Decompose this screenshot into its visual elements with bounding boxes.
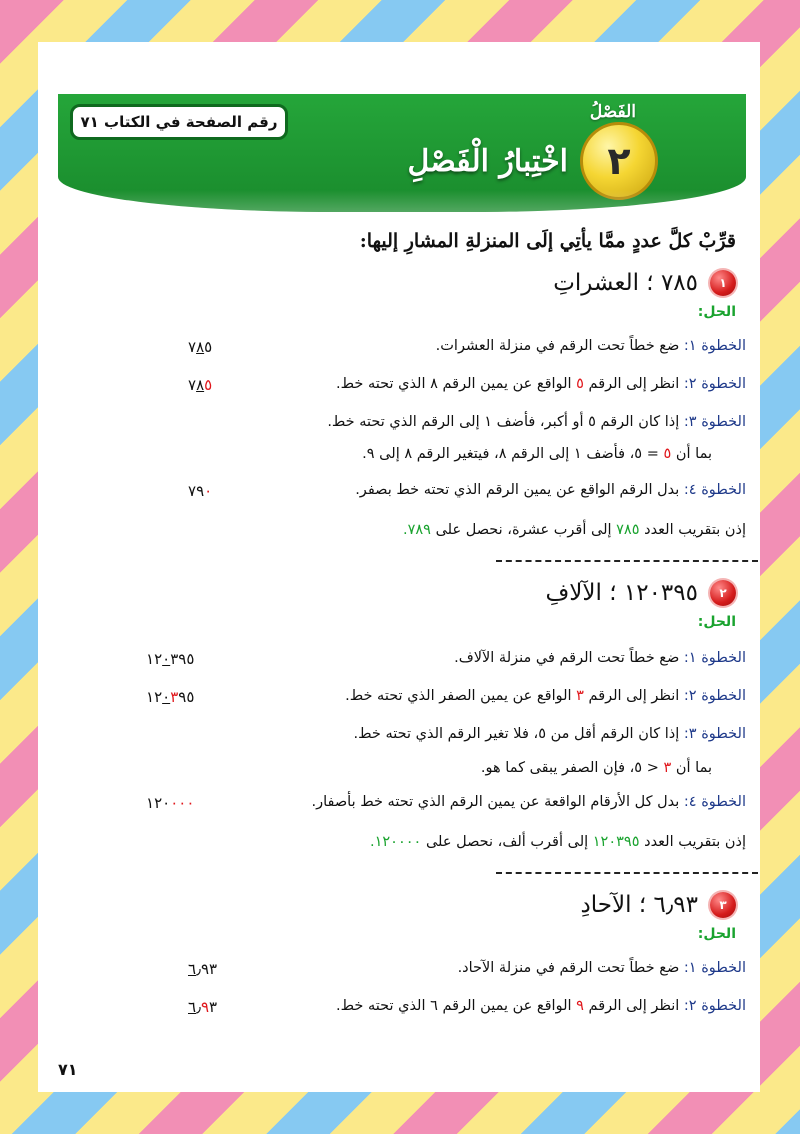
- step-text: بدل الرقم الواقع عن يمين الرقم الذي تحته خط بصفر.: [355, 482, 680, 498]
- step-text: بدل كل الأرقام الواقعة عن يمين الرقم الذي تحته خط بأصفار.: [311, 794, 680, 810]
- question-number-badge: ١: [710, 270, 736, 296]
- step-text-post: < ٥، فإن الصفر يبقى كما هو.: [480, 760, 659, 776]
- step-line: [362, 446, 712, 462]
- step-value: ٧٩٠: [188, 482, 213, 500]
- step-label: الخطوة ٢:: [683, 688, 746, 704]
- conclusion-pre: إذن بتقريب العدد: [644, 522, 746, 538]
- step-label: الخطوة ٤:: [683, 482, 746, 498]
- question-text: ١٢٠٣٩٥ ؛ الآلافِ: [545, 580, 698, 606]
- step-text-pre: انظر إلى الرقم: [588, 376, 680, 392]
- chapter-number-badge: ٢: [580, 122, 658, 200]
- step-text: ضع خطاً تحت الرقم في منزلة العشرات.: [435, 338, 680, 354]
- step-value: ٧٨٥: [188, 376, 213, 394]
- page-number: ٧١: [58, 1060, 78, 1079]
- step-value: ٦٫٩٣: [188, 960, 218, 978]
- step-text-post: = ٥، فأضف ١ إلى الرقم ٨، فيتغير الرقم ٨ إلى ٩.: [362, 446, 659, 462]
- highlight-digit: ٥: [663, 446, 672, 462]
- chapter-title: اخْتِبارُ الْفَصْلِ: [407, 144, 568, 179]
- question-3: [581, 892, 736, 918]
- step-value: ١٢٠٣٩٥: [146, 688, 195, 706]
- step-line: [336, 376, 746, 392]
- step-line: [436, 338, 746, 354]
- question-2: [545, 580, 736, 606]
- step-label: الخطوة ١:: [683, 960, 746, 976]
- step-value: ١٢٠٠٠٠: [146, 794, 195, 812]
- highlight-digit: ٣: [576, 688, 584, 704]
- step-line: [345, 688, 746, 704]
- chapter-banner: [58, 94, 746, 212]
- step-label: الخطوة ٤:: [683, 794, 746, 810]
- step-label: الخطوة ١:: [683, 650, 746, 666]
- book-page-reference: رقم الصفحة في الكتاب ٧١: [70, 104, 288, 140]
- conclusion-mid: إلى أقرب ألف، نحصل على: [425, 834, 589, 850]
- solution-label: الحل:: [697, 304, 736, 320]
- conclusion-number: ٧٨٥: [616, 522, 640, 538]
- step-text-post: الواقع عن يمين الرقم ٨ الذي تحته خط.: [336, 376, 572, 392]
- highlight-digit: ٥: [576, 376, 584, 392]
- conclusion-mid: إلى أقرب عشرة، نحصل على: [435, 522, 612, 538]
- conclusion-number: ١٢٠٣٩٥: [592, 834, 640, 850]
- step-line: [336, 998, 746, 1014]
- highlight-digit: ٣: [663, 760, 672, 776]
- worksheet-page: [38, 42, 760, 1092]
- step-text: إذا كان الرقم ٥ أو أكبر، فأضف ١ إلى الرقم الذي تحته خط.: [327, 414, 680, 430]
- step-value: ٦٫٩٣: [188, 998, 218, 1016]
- step-text: ضع خطاً تحت الرقم في منزلة الآحاد.: [457, 960, 680, 976]
- conclusion-result: ١٢٠٠٠٠.: [369, 834, 422, 850]
- step-value: ١٢٠٣٩٥: [146, 650, 195, 668]
- question-number-badge: ٣: [710, 892, 736, 918]
- step-label: الخطوة ٣:: [683, 414, 746, 430]
- highlight-digit: ٩: [576, 998, 584, 1014]
- question-1: [553, 270, 736, 296]
- section-divider: [496, 560, 758, 562]
- instruction-text: قرِّبْ كلَّ عددٍ ممَّا يأتِي إلَى المنزلةِ المشارِ إليها:: [359, 230, 736, 252]
- question-text: ٧٨٥ ؛ العشراتِ: [553, 270, 698, 296]
- step-line: [311, 794, 746, 810]
- conclusion-result: ٧٨٩.: [402, 522, 431, 538]
- step-text-pre: انظر إلى الرقم: [588, 688, 680, 704]
- step-label: الخطوة ٢:: [683, 376, 746, 392]
- solution-label: الحل:: [697, 926, 736, 942]
- step-label: الخطوة ١:: [683, 338, 746, 354]
- question-number-badge: ٢: [710, 580, 736, 606]
- step-line: [454, 650, 746, 666]
- step-text: ضع خطاً تحت الرقم في منزلة الآلاف.: [454, 650, 680, 666]
- conclusion-line: [370, 834, 746, 850]
- step-line: [354, 726, 746, 742]
- section-divider: [496, 872, 758, 874]
- step-text-post: الواقع عن يمين الصفر الذي تحته خط.: [345, 688, 572, 704]
- step-label: الخطوة ٢:: [683, 998, 746, 1014]
- step-line: [355, 482, 746, 498]
- step-text-pre: انظر إلى الرقم: [588, 998, 680, 1014]
- step-line: [458, 960, 746, 976]
- step-text-post: الواقع عن يمين الرقم ٦ الذي تحته خط.: [336, 998, 572, 1014]
- question-text: ٦٫٩٣ ؛ الآحادِ: [580, 892, 698, 918]
- step-line: [327, 414, 746, 430]
- solution-label: الحل:: [697, 614, 736, 630]
- step-line: [481, 760, 712, 776]
- step-text: إذا كان الرقم أقل من ٥، فلا تغير الرقم الذي تحته خط.: [353, 726, 680, 742]
- step-text-pre: بما أن: [675, 760, 712, 776]
- step-value: ٧٨٥: [188, 338, 213, 356]
- step-label: الخطوة ٣:: [683, 726, 746, 742]
- chapter-word: الفَصْلُ: [589, 102, 636, 122]
- step-text-pre: بما أن: [675, 446, 712, 462]
- conclusion-line: [403, 522, 746, 538]
- conclusion-pre: إذن بتقريب العدد: [644, 834, 746, 850]
